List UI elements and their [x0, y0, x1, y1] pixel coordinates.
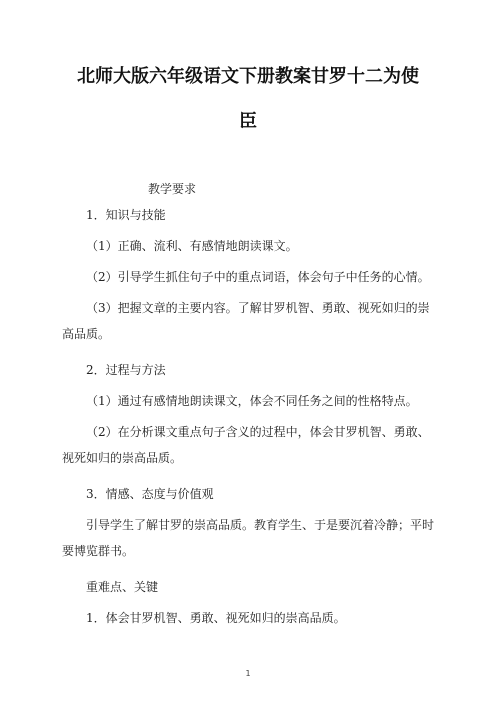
item-1-2: （2）引导学生抓住句子中的重点词语，体会句子中任务的心情。	[86, 270, 430, 284]
document-title-line1: 北师大版六年级语文下册教案甘罗十二为使	[77, 66, 419, 87]
item-2-2: （2）在分析课文重点句子含义的过程中，体会甘罗机智、勇敢、视死如归的崇高品质。	[62, 425, 430, 465]
item-emotion-values: 3．情感、态度与价值观	[86, 487, 214, 501]
item-2-1: （1）通过有感情地朗读课文，体会不同任务之间的性格特点。	[86, 394, 418, 408]
page-number: 1	[245, 669, 251, 678]
section-header-teaching-requirements: 教学要求	[148, 182, 197, 196]
item-process-methods: 2．过程与方法	[86, 363, 166, 377]
item-1-1: （1）正确、流利、有感情地朗读课文。	[86, 239, 298, 253]
document-title-line2: 臣	[239, 111, 257, 132]
item-knowledge-skills: 1．知识与技能	[86, 208, 166, 222]
section-key-points: 重难点、关键	[86, 580, 159, 594]
item-1-3: （3）把握文章的主要内容。了解甘罗机智、勇敢、视死如归的崇高品质。	[62, 301, 430, 341]
item-3-1: 引导学生了解甘罗的崇高品质。教育学生、于是要沉着冷静；平时要博览群书。	[62, 518, 435, 558]
item-key-1: 1．体会甘罗机智、勇敢、视死如归的崇高品质。	[86, 611, 346, 625]
